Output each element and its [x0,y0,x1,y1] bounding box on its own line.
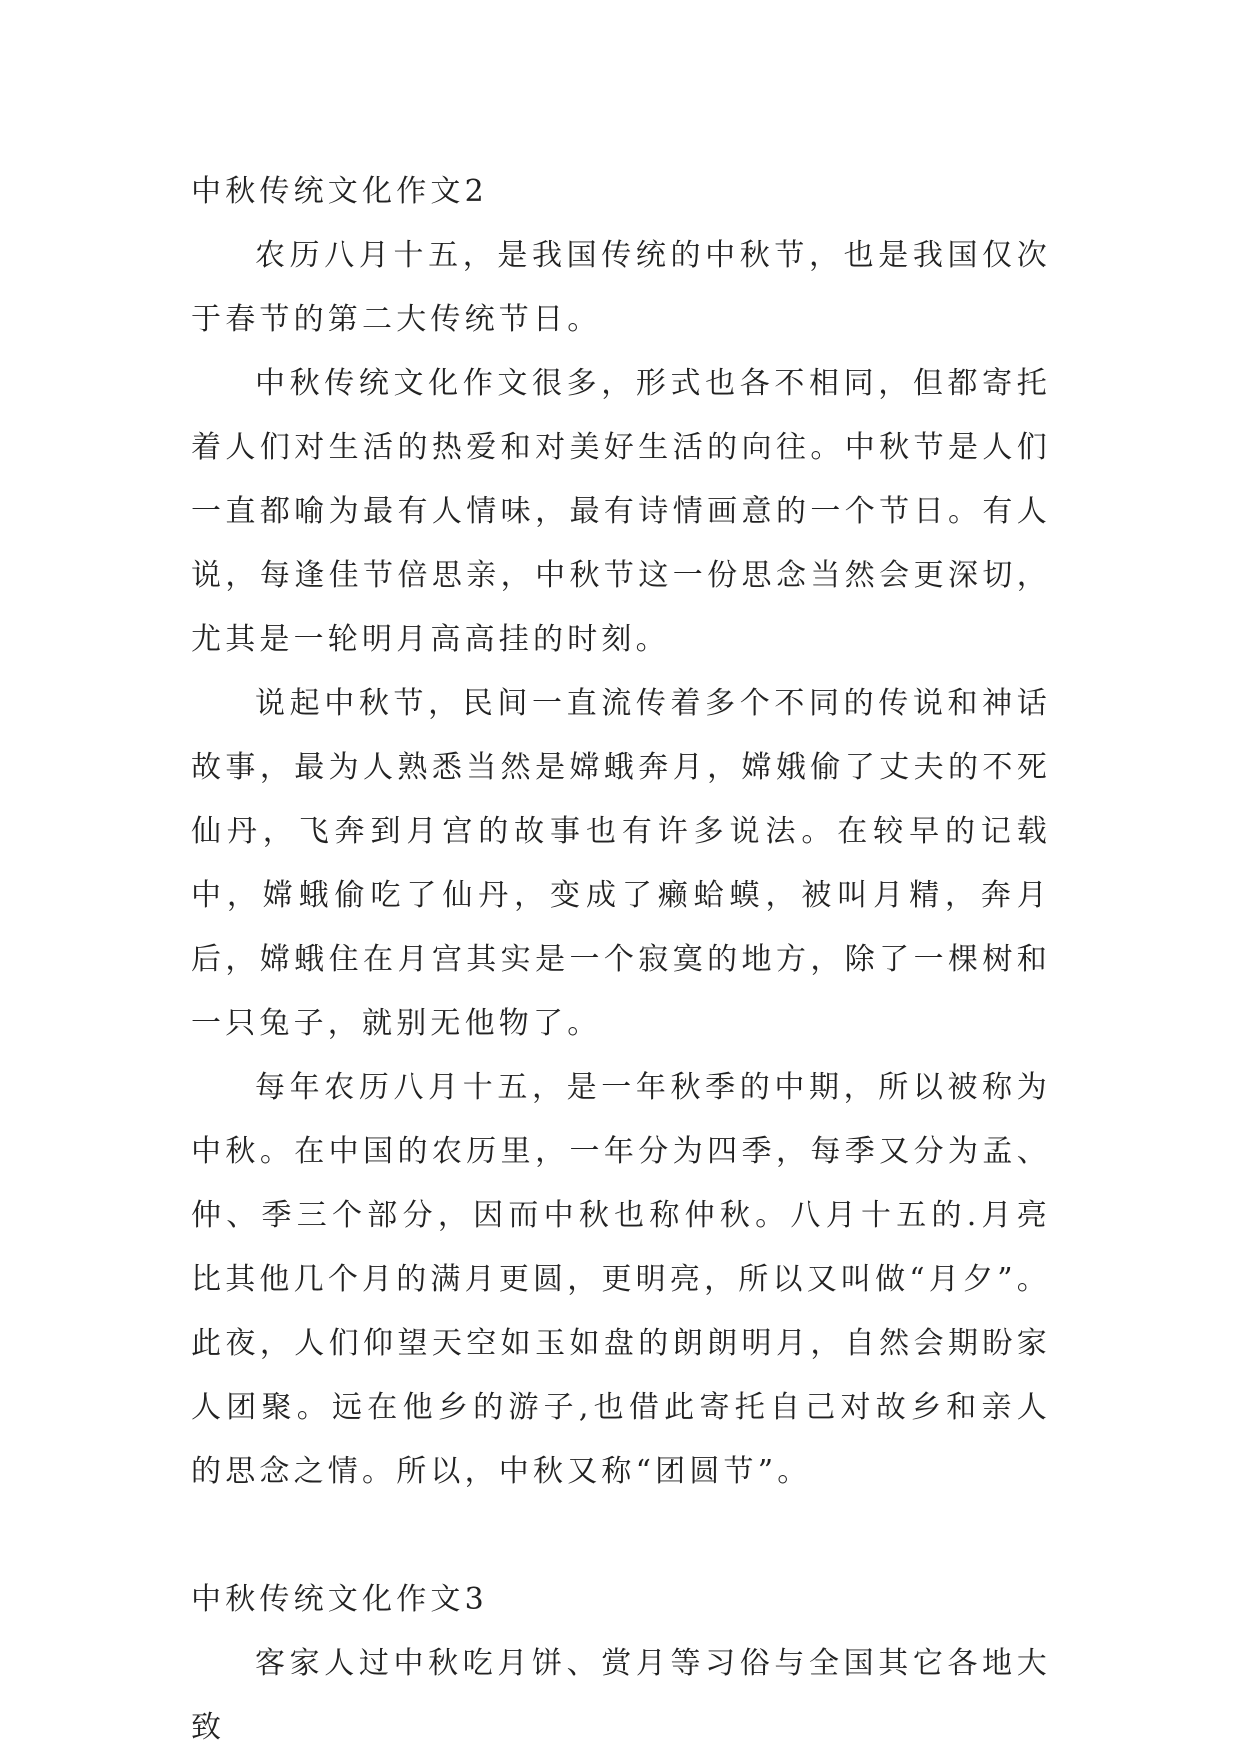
paragraph: 农历八月十五，是我国传统的中秋节，也是我国仅次于春节的第二大传统节日。 [191,238,1051,337]
paragraph: 客家人过中秋吃月饼、赏月等习俗与全国其它各地大致 [191,1646,1051,1745]
section-spacer [191,1504,1051,1568]
section-title: 中秋传统文化作文3 [191,1582,488,1617]
document-body [191,160,1051,1760]
paragraph: 中秋传统文化作文很多，形式也各不相同，但都寄托着人们对生活的热爱和对美好生活的向往。中秋节是人们一直都喻为最有人情味，最有诗情画意的一个节日。有人说，每逢佳节倍思亲，中秋节这一份思念当然会更深切，尤其是一轮明月高高挂的时刻。 [191,366,1051,657]
paragraph: 每年农历八月十五，是一年秋季的中期，所以被称为中秋。在中国的农历里，一年分为四季，每季又分为孟、仲、季三个部分，因而中秋也称仲秋。八月十五的.月亮比其他几个月的满月更圆，更明亮，所以又叫做“月夕”。此夜，人们仰望天空如玉如盘的朗朗明月，自然会期盼家人团聚。远在他乡的游子,也借此寄托自己对故乡和亲人的思念之情。所以，中秋又称“团圆节”。 [191,1070,1051,1489]
section-title: 中秋传统文化作文2 [191,174,488,209]
paragraph: 说起中秋节，民间一直流传着多个不同的传说和神话故事，最为人熟悉当然是嫦蛾奔月，嫦娥偷了丈夫的不死仙丹，飞奔到月宫的故事也有许多说法。在较早的记载中，嫦蛾偷吃了仙丹，变成了癞蛤蟆，被叫月精，奔月后，嫦蛾住在月宫其实是一个寂寞的地方，除了一棵树和一只兔子，就别无他物了。 [191,686,1051,1041]
